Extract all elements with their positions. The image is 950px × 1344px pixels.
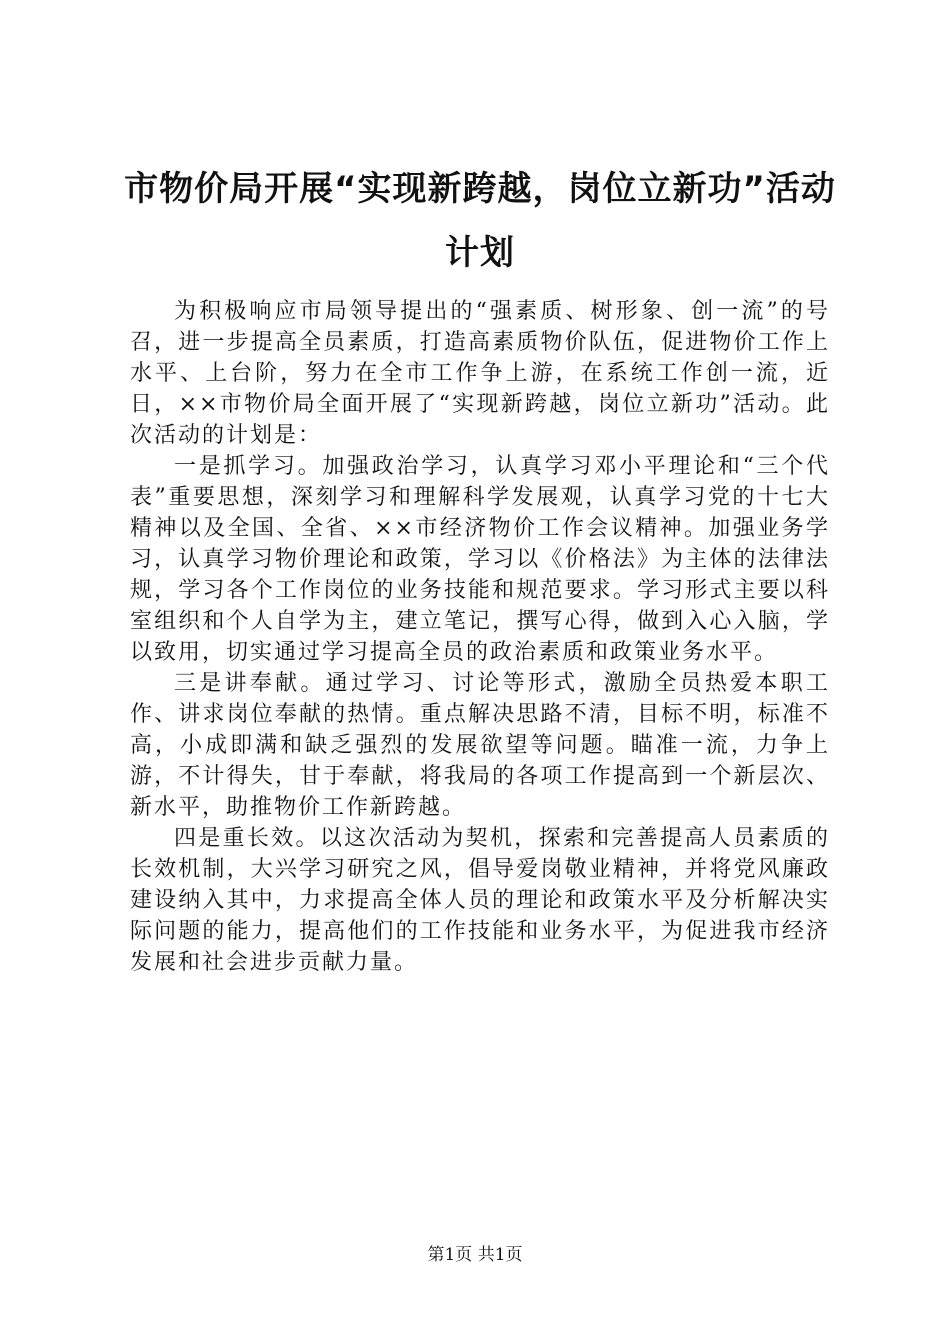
paragraph-intro: 为积极响应市局领导提出的“强素质、树形象、创一流”的号召，进一步提高全员素质，打造高素质物价队伍，促进物价工作上水平、上台阶，努力在全市工作争上游，在系统工作创一流，近日，××市物价局全面开展了“实现新跨越，岗位立新功”活动。此次活动的计划是： <box>130 299 830 448</box>
document-title: 市物价局开展“实现新跨越，岗位立新功”活动计划 <box>124 169 836 273</box>
document-body <box>130 296 830 978</box>
paragraph-study: 一是抓学习。加强政治学习，认真学习邓小平理论和“三个代表”重要思想，深刻学习和理解科学发展观，认真学习党的十七大精神以及全国、全省、××市经济物价工作会议精神。加强业务学习，认真学习物价理论和政策，学习以《价格法》为主体的法律法规，学习各个工作岗位的业务技能和规范要求。学习形式主要以科室组织和个人自学为主，建立笔记，撰写心得，做到入心入脑，学以致用，切实通过学习提高全员的政治素质和政策业务水平。 <box>130 454 830 665</box>
page-footer: 第1页 共1页 <box>427 1245 523 1265</box>
paragraph-dedication: 三是讲奉献。通过学习、讨论等形式，激励全员热爱本职工作、讲求岗位奉献的热情。重点解决思路不清，目标不明，标准不高，小成即满和缺乏强烈的发展欲望等问题。瞄准一流，力争上游，不计得失，甘于奉献，将我局的各项工作提高到一个新层次、新水平，助推物价工作新跨越。 <box>130 671 830 820</box>
paragraph-long-term: 四是重长效。以这次活动为契机，探索和完善提高人员素质的长效机制，大兴学习研究之风，倡导爱岗敬业精神，并将党风廉政建设纳入其中，力求提高全体人员的理论和政策水平及分析解决实际问题的能力，提高他们的工作技能和业务水平，为促进我市经济发展和社会进步贡献力量。 <box>130 826 830 975</box>
